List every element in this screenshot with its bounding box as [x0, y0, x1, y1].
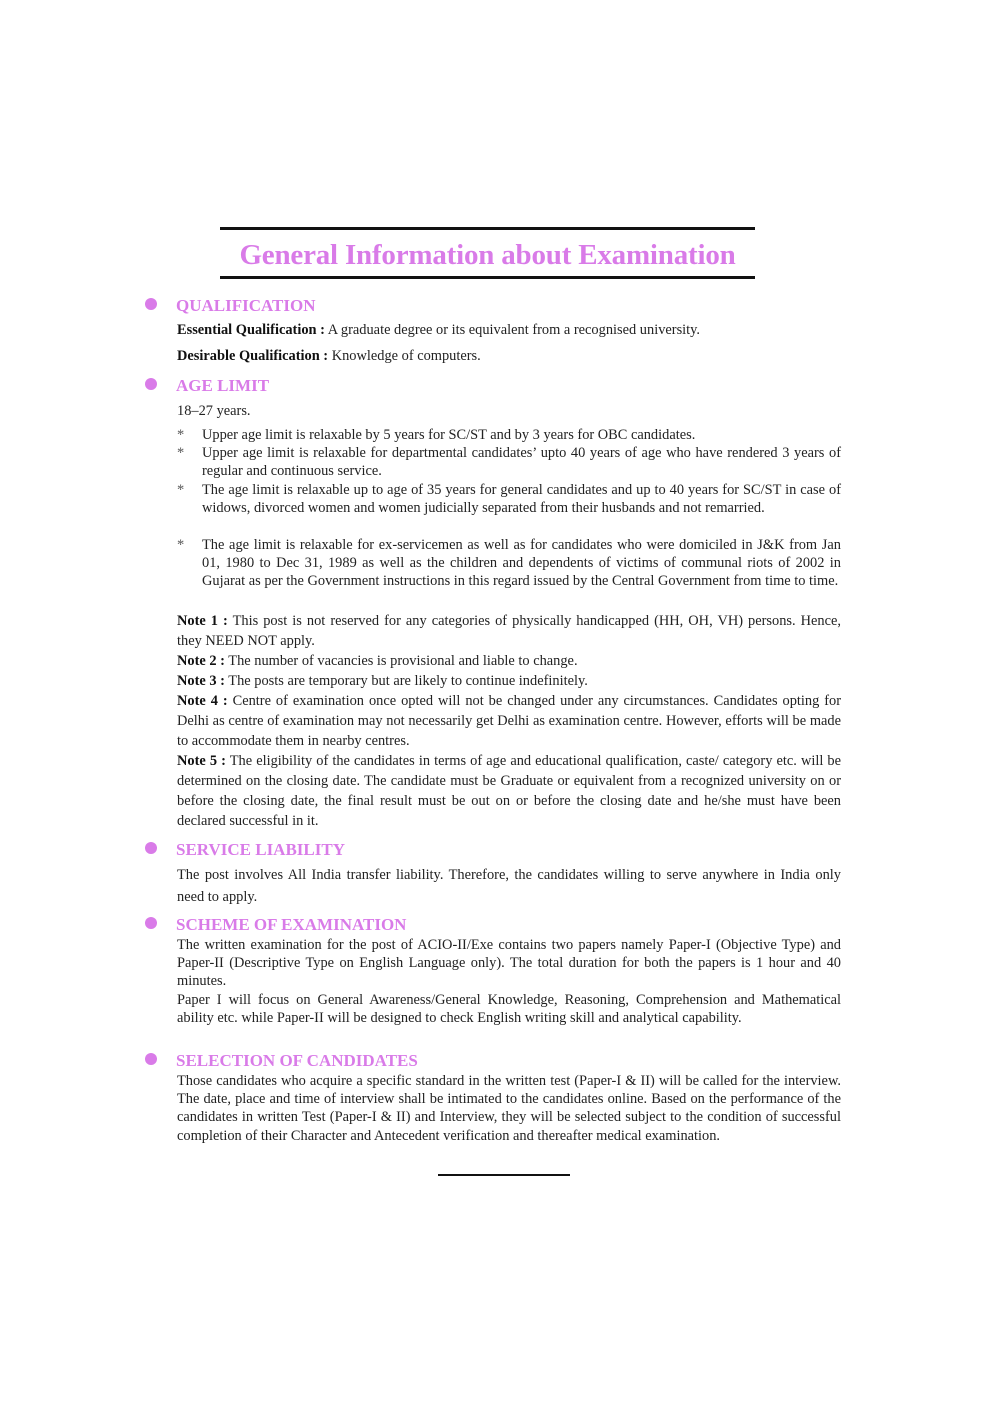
section-heading-service-liability: SERVICE LIABILITY: [145, 840, 345, 860]
page-title: General Information about Examination: [239, 239, 736, 271]
essential-qualification-text: A graduate degree or its equivalent from a recognised university.: [324, 322, 701, 338]
asterisk-icon: *: [177, 482, 185, 498]
desirable-qualification: [177, 347, 841, 365]
asterisk-icon: *: [177, 427, 185, 443]
title-top-rule: [220, 227, 755, 230]
desirable-qualification-text: Knowledge of computers.: [328, 348, 481, 364]
selection-text: Those candidates who acquire a specific standard in the written test (Paper-I & II) will be called for the interview. The date, place and time of interview shall be intimated to the candidates online. Based on the performance of the candidates in written Test (Paper-I & II) and Interview, they will be selected subject to the condition of successful completion of their Character and Antecedent verification and thereafter medical examination.: [177, 1073, 841, 1144]
age-relaxation-item: * Upper age limit is relaxable for departmental candidates’ upto 40 years of age who have rendered 3 years of regular and continuous service.: [177, 445, 841, 480]
age-range: 18–27 years.: [177, 403, 251, 419]
service-liability-text: The post involves All India transfer liability. Therefore, the candidates willing to serve anywhere in India only need to apply.: [177, 867, 841, 905]
section-heading-scheme-of-examination: SCHEME OF EXAMINATION: [145, 915, 406, 935]
end-rule: [438, 1174, 570, 1176]
essential-qualification: [177, 321, 841, 339]
note-4: Note 4 : Centre of examination once opted will not be changed under any circumstances. Candidates opting for Delhi as centre of examination may not necessarily get Delhi as examination centre. However, efforts will be made to accommodate them in nearby centres.: [177, 693, 842, 749]
bullet-dot-icon: [145, 378, 157, 390]
asterisk-icon: *: [177, 537, 185, 553]
age-relaxation-item: * The age limit is relaxable for ex-servicemen as well as for candidates who were domiciled in J&K from Jan 01, 1980 to Dec 31, 1989 as well as the children and dependents of victims of communal riots of 2002 in Gujarat as per the Government instructions in this regard issued by the Central Government from time to time.: [177, 537, 841, 590]
section-heading-age-limit: AGE LIMIT: [145, 376, 269, 396]
note-2: Note 2 : The number of vacancies is provisional and liable to change.: [177, 653, 578, 669]
bullet-dot-icon: [145, 298, 157, 310]
section-heading-selection-of-candidates: SELECTION OF CANDIDATES: [145, 1051, 418, 1071]
section-heading-qualification: QUALIFICATION: [145, 296, 315, 316]
essential-qualification-label: Essential Qualification :: [177, 322, 325, 338]
age-relaxation-item: * Upper age limit is relaxable by 5 years for SC/ST and by 3 years for OBC candidates.: [177, 427, 696, 443]
scheme-paragraph: Paper I will focus on General Awareness/General Knowledge, Reasoning, Comprehension and Mathematical ability etc. while Paper-II will be designed to check English writing skill and analytical capability.: [177, 992, 841, 1027]
bullet-dot-icon: [145, 917, 157, 929]
bullet-dot-icon: [145, 842, 157, 854]
note-3: Note 3 : The posts are temporary but are likely to continue indefinitely.: [177, 673, 588, 689]
age-relaxation-item: * The age limit is relaxable up to age of 35 years for general candidates and up to 40 years for SC/ST in case of widows, divorced women and women judicially separated from their husbands and not remarried.: [177, 482, 841, 517]
note-5: Note 5 : The eligibility of the candidates in terms of age and educational qualification, caste/ category etc. will be determined on the closing date. The candidate must be Graduate or equivalent from a recognized university on or before the closing date, the final result must be out on or before the closing date and he/she must have been declared successful in it.: [177, 753, 842, 829]
scheme-paragraph: The written examination for the post of ACIO-II/Exe contains two papers namely Paper-I (Objective Type) and Paper-II (Descriptive Type on English Language only). The total duration for both the papers is 1 hour and 40 minutes.: [177, 937, 841, 990]
desirable-qualification-label: Desirable Qualification :: [177, 348, 329, 364]
asterisk-icon: *: [177, 445, 185, 461]
note-1: Note 1 : This post is not reserved for any categories of physically handicapped (HH, OH, VH) persons. Hence, they NEED NOT apply.: [177, 613, 841, 649]
title-bottom-rule: [220, 276, 755, 279]
bullet-dot-icon: [145, 1053, 157, 1065]
